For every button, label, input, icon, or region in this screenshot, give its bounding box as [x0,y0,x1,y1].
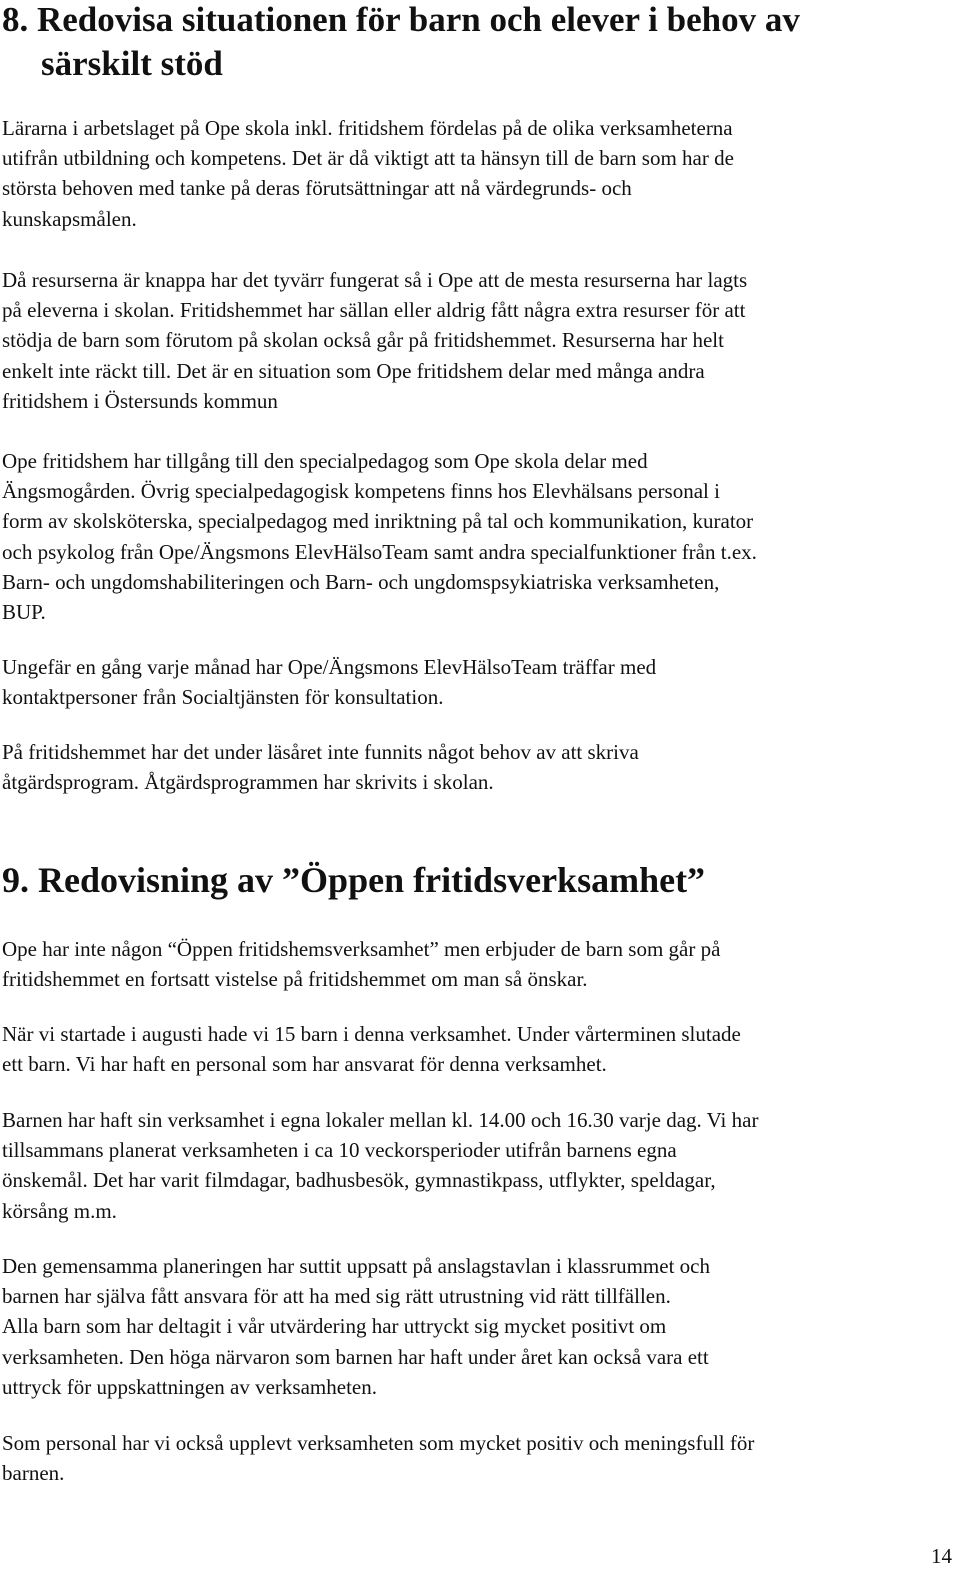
text-line: fritidshemmet en fortsatt vistelse på fritidshemmet om man så önskar. [2,967,588,992]
section-9-heading: 9. Redovisning av ”Öppen fritidsverksamhet” [2,860,706,900]
text-line: På fritidshemmet har det under läsåret inte funnits något behov av att skriva [2,740,639,764]
page-number: 14 [931,1544,952,1568]
text-line: Ope fritidshem har tillgång till den specialpedagog som Ope skola delar med [2,449,648,473]
text-line: verksamheten. Den höga närvaron som barnen har haft under året kan också vara ett [2,1344,709,1369]
text-line: När vi startade i augusti hade vi 15 barn i denna verksamhet. Under vårterminen slutade [2,1022,741,1046]
text-line: på eleverna i skolan. Fritidshemmet har sällan eller aldrig fått några extra resurser för att [2,298,746,323]
section-8-heading-line2: särskilt stöd [41,44,223,83]
section-8-paragraph-2 [2,265,954,416]
text-line: Alla barn som har deltagit i vår utvärdering har uttryckt sig mycket positivt om [2,1314,667,1339]
section-9-paragraph-2 [2,1019,954,1079]
section-8-paragraph-5 [2,737,954,797]
text-line: kontaktpersoner från Socialtjänsten för konsultation. [2,685,444,710]
text-line: enkelt inte räckt till. Det är en situation som Ope fritidshem delar med många andra [2,358,705,383]
text-line: barnen har själva fått ansvara för att ha med sig rätt utrustning vid rätt tillfällen. [2,1284,671,1309]
text-line: största behoven med tanke på deras förutsättningar att nå värdegrunds- och [2,176,632,201]
section-8-paragraph-3 [2,446,954,627]
text-line: utifrån utbildning och kompetens. Det är då viktigt att ta hänsyn till de barn som har de [2,146,734,171]
text-line: form av skolsköterska, specialpedagog med inriktning på tal och kommunikation, kurator [2,509,754,534]
text-line: och psykolog från Ope/Ängsmons ElevHälsoTeam samt andra specialfunktioner från t.ex. [2,539,757,564]
section-9-paragraph-4 [2,1251,954,1402]
text-line: ett barn. Vi har haft en personal som har ansvarat för denna verksamhet. [2,1052,607,1077]
text-line: Barnen har haft sin verksamhet i egna lokaler mellan kl. 14.00 och 16.30 varje dag. Vi har [2,1108,759,1132]
text-line: Ängsmogården. Övrig specialpedagogisk kompetens finns hos Elevhälsans personal i [2,479,720,504]
text-line: körsång m.m. [2,1198,117,1223]
text-line: önskemål. Det har varit filmdagar, badhusbesök, gymnastikpass, utflykter, speldagar, [2,1168,716,1193]
text-line: BUP. [2,600,46,625]
text-line: Ungefär en gång varje månad har Ope/Ängsmons ElevHälsoTeam träffar med [2,655,657,679]
text-line: Då resurserna är knappa har det tyvärr fungerat så i Ope att de mesta resurserna har lagts [2,268,748,292]
text-line: Som personal har vi också upplevt verksamheten som mycket positiv och meningsfull för [2,1431,755,1455]
section-8-paragraph-4 [2,652,954,712]
text-line: tillsammans planerat verksamheten i ca 10 veckorsperioder utifrån barnens egna [2,1138,677,1163]
section-8-heading-line1: 8. Redovisa situationen för barn och elever i behov av [2,0,800,39]
text-line: Ope har inte någon “Öppen fritidshemsverksamhet” men erbjuder de barn som går på [2,937,721,961]
text-line: uttryck för uppskattningen av verksamheten. [2,1374,377,1399]
section-9-paragraph-5 [2,1428,954,1488]
section-9-paragraph-1 [2,934,954,994]
section-8-heading [2,0,952,86]
text-line: fritidshem i Östersunds kommun [2,388,278,413]
text-line: Den gemensamma planeringen har suttit uppsatt på anslagstavlan i klassrummet och [2,1254,710,1278]
text-line: kunskapsmålen. [2,206,137,231]
text-line: Lärarna i arbetslaget på Ope skola inkl. fritidshem fördelas på de olika verksamheterna [2,116,733,140]
text-line: barnen. [2,1461,65,1486]
section-8-paragraph-1 [2,113,954,234]
section-9-paragraph-3 [2,1105,954,1226]
text-line: åtgärdsprogram. Åtgärdsprogrammen har skrivits i skolan. [2,770,494,795]
text-line: Barn- och ungdomshabiliteringen och Barn- och ungdomspsykiatriska verksamheten, [2,569,720,594]
text-line: stödja de barn som förutom på skolan också går på fritidshemmet. Resurserna har helt [2,328,724,353]
